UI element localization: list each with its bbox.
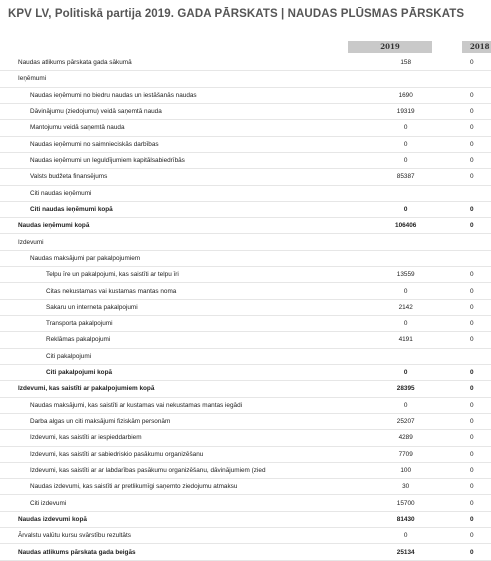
value-2018: 0 xyxy=(466,446,491,462)
row-label: Darba algas un citi maksājumi fiziskām personām xyxy=(0,413,370,429)
value-2018: 0 xyxy=(466,430,491,446)
value-2018 xyxy=(466,348,491,364)
spacer xyxy=(442,446,466,462)
value-2018: 0 xyxy=(466,218,491,234)
value-2019: 81430 xyxy=(370,511,442,527)
row-label: Naudas atlikums pārskata gada sākumā xyxy=(0,55,370,71)
table-row xyxy=(0,250,491,266)
spacer xyxy=(442,381,466,397)
table-row xyxy=(0,55,491,71)
table-row xyxy=(0,430,491,446)
value-2019: 25207 xyxy=(370,413,442,429)
spacer xyxy=(442,152,466,168)
row-label: Naudas ieņēmumi un leguldījumiem kapitālsabiedrībās xyxy=(0,152,370,168)
row-label: Ārvalstu valūtu kursu svārstību rezultāts xyxy=(0,528,370,544)
table-row xyxy=(0,413,491,429)
row-label: Ieņēmumi xyxy=(0,71,370,87)
table-row xyxy=(0,495,491,511)
spacer xyxy=(442,234,466,250)
table-row xyxy=(0,544,491,560)
table-row xyxy=(0,332,491,348)
value-2018: 0 xyxy=(466,511,491,527)
spacer xyxy=(442,185,466,201)
value-2018: 0 xyxy=(466,169,491,185)
value-2019: 4191 xyxy=(370,332,442,348)
value-2019 xyxy=(370,250,442,266)
table-row xyxy=(0,299,491,315)
value-2018: 0 xyxy=(466,381,491,397)
table-row xyxy=(0,87,491,103)
value-2018: 0 xyxy=(466,120,491,136)
row-label: Naudas atlikums pārskata gada beigās xyxy=(0,544,370,560)
row-label: Naudas ieņēmumi no biedru naudas un iestāšanās naudas xyxy=(0,87,370,103)
spacer xyxy=(442,283,466,299)
spacer xyxy=(442,250,466,266)
spacer xyxy=(442,430,466,446)
spacer xyxy=(442,528,466,544)
value-2019: 106406 xyxy=(370,218,442,234)
spacer xyxy=(442,397,466,413)
row-label: Dāvinājumu (ziedojumu) veidā saņemtā nauda xyxy=(0,103,370,119)
row-label: Izdevumi, kas saistīti ar iespieddarbiem xyxy=(0,430,370,446)
spacer xyxy=(442,479,466,495)
value-2019 xyxy=(370,71,442,87)
table-row xyxy=(0,528,491,544)
value-2018 xyxy=(466,234,491,250)
value-2019: 85387 xyxy=(370,169,442,185)
value-2018: 0 xyxy=(466,283,491,299)
spacer xyxy=(442,316,466,332)
row-label: Izdevumi xyxy=(0,234,370,250)
row-label: Valsts budžeta finansējums xyxy=(0,169,370,185)
value-2019: 4289 xyxy=(370,430,442,446)
value-2019: 100 xyxy=(370,462,442,478)
value-2019: 158 xyxy=(370,55,442,71)
value-2019: 7709 xyxy=(370,446,442,462)
table-row xyxy=(0,218,491,234)
table-row xyxy=(0,185,491,201)
table-row xyxy=(0,511,491,527)
table-row xyxy=(0,120,491,136)
spacer xyxy=(442,364,466,380)
value-2018: 0 xyxy=(466,397,491,413)
value-2018: 0 xyxy=(466,479,491,495)
spacer xyxy=(442,413,466,429)
row-label: Citi naudas ieņēmumi kopā xyxy=(0,201,370,217)
value-2019 xyxy=(370,348,442,364)
spacer xyxy=(442,218,466,234)
table-row xyxy=(0,71,491,87)
value-2018: 0 xyxy=(466,316,491,332)
table-row xyxy=(0,397,491,413)
table-row xyxy=(0,316,491,332)
value-2019: 0 xyxy=(370,136,442,152)
value-2018 xyxy=(466,185,491,201)
column-header-2018: 2018 xyxy=(462,41,491,53)
spacer xyxy=(442,87,466,103)
table-row xyxy=(0,381,491,397)
value-2018: 0 xyxy=(466,55,491,71)
value-2018: 0 xyxy=(466,201,491,217)
value-2019: 0 xyxy=(370,528,442,544)
spacer xyxy=(442,201,466,217)
column-header-2019: 2019 xyxy=(348,41,432,53)
value-2018 xyxy=(466,250,491,266)
spacer xyxy=(442,495,466,511)
spacer xyxy=(442,332,466,348)
row-label: Naudas izdevumi kopā xyxy=(0,511,370,527)
value-2019: 2142 xyxy=(370,299,442,315)
table-row xyxy=(0,364,491,380)
row-label: Sakaru un interneta pakalpojumi xyxy=(0,299,370,315)
row-label: Citas nekustamas vai kustamas mantas noma xyxy=(0,283,370,299)
value-2018: 0 xyxy=(466,462,491,478)
spacer xyxy=(442,103,466,119)
row-label: Citi pakalpojumi kopā xyxy=(0,364,370,380)
row-label: Naudas maksājumi, kas saistīti ar kustamas vai nekustamas mantas iegādi xyxy=(0,397,370,413)
row-label: Mantojumu veidā saņemtā nauda xyxy=(0,120,370,136)
value-2018: 0 xyxy=(466,364,491,380)
row-label: Citi naudas ieņēmumi xyxy=(0,185,370,201)
value-2019: 0 xyxy=(370,201,442,217)
row-label: Naudas maksājumi par pakalpojumiem xyxy=(0,250,370,266)
table-row xyxy=(0,234,491,250)
value-2018: 0 xyxy=(466,413,491,429)
table-row xyxy=(0,479,491,495)
table-row xyxy=(0,152,491,168)
value-2018: 0 xyxy=(466,544,491,560)
value-2019 xyxy=(370,234,442,250)
spacer xyxy=(442,299,466,315)
spacer xyxy=(442,511,466,527)
table-row xyxy=(0,283,491,299)
value-2019: 0 xyxy=(370,152,442,168)
spacer xyxy=(442,169,466,185)
value-2019: 19319 xyxy=(370,103,442,119)
table-row xyxy=(0,267,491,283)
row-label: Naudas ieņēmumi kopā xyxy=(0,218,370,234)
value-2018 xyxy=(466,71,491,87)
value-2019: 28395 xyxy=(370,381,442,397)
value-2018: 0 xyxy=(466,332,491,348)
page-title: KPV LV, Politiskā partija 2019. GADA PĀRSKATS | NAUDAS PLŪSMAS PĀRSKATS xyxy=(8,8,465,20)
spacer xyxy=(442,55,466,71)
table-row xyxy=(0,201,491,217)
row-label: Naudas ieņēmumi no saimnieciskās darbības xyxy=(0,136,370,152)
row-label: Izdevumi, kas saistīti ar ar labdarības pasākumu organizēšanu, dāvinājumiem (zied xyxy=(0,462,370,478)
value-2019: 0 xyxy=(370,364,442,380)
row-label: Izdevumi, kas saistīti ar sabiedriskio pasākumu organizēšanu xyxy=(0,446,370,462)
value-2019: 0 xyxy=(370,397,442,413)
spacer xyxy=(442,71,466,87)
table-row xyxy=(0,348,491,364)
row-label: Citi pakalpojumi xyxy=(0,348,370,364)
value-2019: 1690 xyxy=(370,87,442,103)
value-2019: 0 xyxy=(370,316,442,332)
row-label: Naudas izdevumi, kas saistīti ar pretlikumīgi saņemto ziedojumu atmaksu xyxy=(0,479,370,495)
row-label: Izdevumi, kas saistīti ar pakalpojumiem kopā xyxy=(0,381,370,397)
table-row xyxy=(0,169,491,185)
value-2019: 25134 xyxy=(370,544,442,560)
value-2018: 0 xyxy=(466,152,491,168)
row-label: Reklāmas pakalpojumi xyxy=(0,332,370,348)
value-2019: 15700 xyxy=(370,495,442,511)
table-row xyxy=(0,103,491,119)
value-2018: 0 xyxy=(466,495,491,511)
row-label: Transporta pakalpojumi xyxy=(0,316,370,332)
spacer xyxy=(442,136,466,152)
spacer xyxy=(442,462,466,478)
value-2018: 0 xyxy=(466,136,491,152)
value-2018: 0 xyxy=(466,299,491,315)
spacer xyxy=(442,120,466,136)
value-2018: 0 xyxy=(466,103,491,119)
row-label: Telpu īre un pakalpojumi, kas saistīti ar telpu īri xyxy=(0,267,370,283)
value-2018: 0 xyxy=(466,528,491,544)
spacer xyxy=(442,267,466,283)
spacer xyxy=(442,544,466,560)
cash-flow-table xyxy=(0,55,491,561)
value-2019: 0 xyxy=(370,283,442,299)
value-2018: 0 xyxy=(466,87,491,103)
row-label: Citi izdevumi xyxy=(0,495,370,511)
value-2019: 0 xyxy=(370,120,442,136)
value-2019: 30 xyxy=(370,479,442,495)
table-row xyxy=(0,136,491,152)
table-row xyxy=(0,446,491,462)
value-2018: 0 xyxy=(466,267,491,283)
value-2019 xyxy=(370,185,442,201)
spacer xyxy=(442,348,466,364)
table-row xyxy=(0,462,491,478)
value-2019: 13559 xyxy=(370,267,442,283)
